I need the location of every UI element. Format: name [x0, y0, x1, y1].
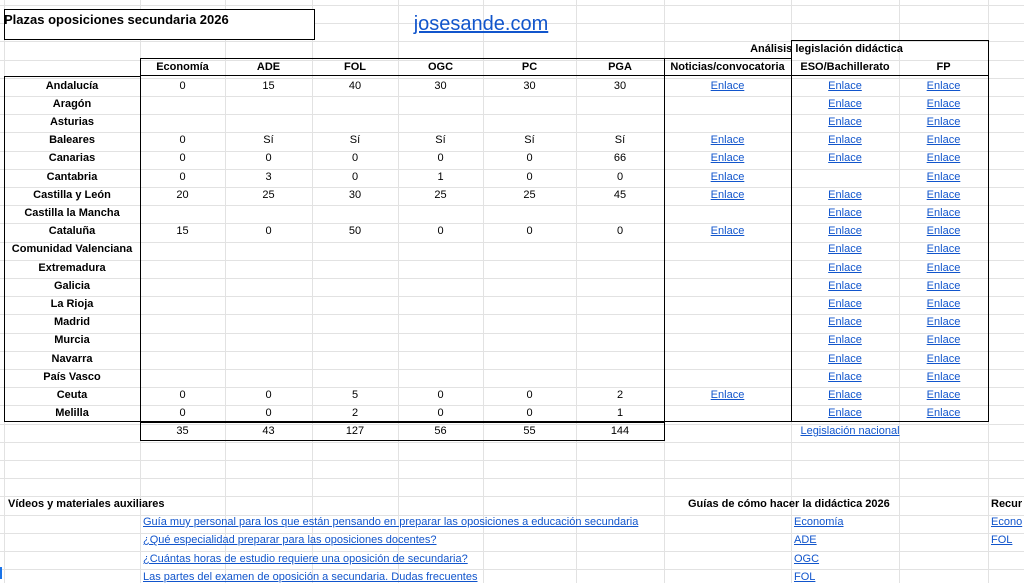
eso-bachillerato-link[interactable]: Enlace	[828, 316, 862, 328]
value-cell: 0	[351, 171, 359, 183]
value-cell: 25	[434, 189, 447, 201]
value-cell: 0	[437, 389, 444, 401]
region-cell: Castilla la Mancha	[24, 207, 120, 219]
fp-link[interactable]: Enlace	[926, 389, 961, 401]
column-header-pc: PC	[521, 61, 538, 73]
guia-link[interactable]: OGC	[794, 553, 820, 565]
value-cell: 2	[616, 389, 624, 401]
value-cell: 0	[526, 171, 533, 183]
region-cell: Andalucía	[45, 80, 99, 92]
value-cell: 0	[526, 407, 533, 419]
total-cell: 56	[434, 425, 447, 437]
value-cell: 0	[616, 171, 624, 183]
noticias-link[interactable]: Enlace	[710, 152, 745, 164]
eso-bachillerato-link[interactable]: Enlace	[828, 407, 862, 419]
noticias-link[interactable]: Enlace	[710, 80, 745, 92]
value-cell: 0	[179, 407, 186, 419]
eso-bachillerato-link[interactable]: Enlace	[828, 134, 862, 146]
noticias-link[interactable]: Enlace	[710, 225, 745, 237]
noticias-link[interactable]: Enlace	[710, 134, 745, 146]
recurso-link[interactable]: FOL	[991, 534, 1013, 546]
fp-link[interactable]: Enlace	[926, 116, 961, 128]
region-cell: Cantabria	[46, 171, 98, 183]
total-cell: 127	[345, 425, 365, 437]
eso-bachillerato-link[interactable]: Enlace	[828, 353, 862, 365]
value-cell: 0	[437, 225, 444, 237]
eso-bachillerato-link[interactable]: Enlace	[828, 189, 862, 201]
guia-link[interactable]: FOL	[794, 571, 816, 583]
fp-link[interactable]: Enlace	[926, 262, 961, 274]
video-link[interactable]: ¿Qué especialidad preparar para las oposiciones docentes?	[143, 534, 437, 546]
value-cell: 45	[613, 189, 627, 201]
value-cell: 0	[265, 389, 272, 401]
fp-link[interactable]: Enlace	[926, 280, 961, 292]
value-cell: 0	[351, 152, 359, 164]
total-cell: 144	[610, 425, 630, 437]
region-cell: Comunidad Valenciana	[11, 243, 133, 255]
eso-bachillerato-link[interactable]: Enlace	[828, 262, 862, 274]
fp-link[interactable]: Enlace	[926, 80, 961, 92]
region-cell: Melilla	[55, 407, 89, 419]
total-cell: 35	[176, 425, 189, 437]
region-cell: Canarias	[48, 152, 96, 164]
column-header-eso-bachillerato: ESO/Bachillerato	[800, 61, 890, 73]
value-cell: 0	[179, 389, 186, 401]
value-cell: 3	[265, 171, 272, 183]
eso-bachillerato-link[interactable]: Enlace	[828, 280, 862, 292]
region-cell: Cataluña	[48, 225, 96, 237]
eso-bachillerato-link[interactable]: Enlace	[828, 225, 862, 237]
legislacion-nacional-link[interactable]: Legislación nacional	[800, 425, 900, 437]
fp-link[interactable]: Enlace	[926, 134, 961, 146]
value-cell: Sí	[614, 134, 626, 146]
value-cell: 0	[179, 152, 186, 164]
videos-header: Vídeos y materiales auxiliares	[8, 498, 165, 510]
eso-bachillerato-link[interactable]: Enlace	[828, 298, 862, 310]
value-cell: 0	[179, 134, 186, 146]
region-cell: Baleares	[49, 134, 95, 146]
value-cell: 0	[526, 225, 533, 237]
fp-link[interactable]: Enlace	[926, 207, 961, 219]
eso-bachillerato-link[interactable]: Enlace	[828, 116, 862, 128]
column-header-economia: Economía	[156, 61, 209, 73]
fp-link[interactable]: Enlace	[926, 334, 961, 346]
column-header-fp: FP	[936, 61, 951, 73]
value-cell: 1	[616, 407, 624, 419]
region-cell: Madrid	[53, 316, 91, 328]
value-cell: 0	[179, 171, 186, 183]
eso-bachillerato-link[interactable]: Enlace	[828, 98, 862, 110]
value-cell: 30	[434, 80, 447, 92]
region-cell: Castilla y León	[33, 189, 111, 201]
fp-link[interactable]: Enlace	[926, 152, 961, 164]
region-cell: Aragón	[52, 98, 92, 110]
value-cell: 1	[437, 171, 444, 183]
region-cell: Navarra	[51, 353, 93, 365]
eso-bachillerato-link[interactable]: Enlace	[828, 207, 862, 219]
fp-link[interactable]: Enlace	[926, 171, 961, 183]
region-cell: Asturias	[49, 116, 95, 128]
value-cell: Sí	[263, 134, 274, 146]
guias-header: Guías de cómo hacer la didáctica 2026	[688, 498, 890, 510]
column-header-fol: FOL	[344, 61, 366, 73]
column-header-noticias: Noticias/convocatoria	[670, 61, 785, 73]
value-cell: 30	[348, 189, 362, 201]
region-cell: Murcia	[54, 334, 90, 346]
value-cell: 0	[437, 152, 444, 164]
value-cell: 5	[351, 389, 359, 401]
value-cell: 15	[176, 225, 189, 237]
column-header-pga: PGA	[608, 61, 632, 73]
value-cell: Sí	[524, 134, 535, 146]
value-cell: 25	[262, 189, 275, 201]
column-header-ogc: OGC	[427, 61, 454, 73]
site-link[interactable]: josesande.com	[413, 13, 549, 35]
total-cell: 43	[262, 425, 275, 437]
value-cell: 0	[526, 389, 533, 401]
eso-bachillerato-link[interactable]: Enlace	[828, 243, 862, 255]
region-cell: Ceuta	[56, 389, 88, 401]
fp-link[interactable]: Enlace	[926, 98, 961, 110]
recurso-link[interactable]: Econo	[991, 516, 1023, 528]
eso-bachillerato-link[interactable]: Enlace	[828, 152, 862, 164]
recursos-header: Recur	[991, 498, 1023, 510]
value-cell: 25	[523, 189, 536, 201]
eso-bachillerato-link[interactable]: Enlace	[828, 389, 862, 401]
value-cell: 0	[179, 80, 186, 92]
region-cell: País Vasco	[43, 371, 101, 383]
guia-link[interactable]: Economía	[794, 516, 844, 528]
value-cell: 30	[523, 80, 536, 92]
region-cell: Extremadura	[38, 262, 106, 274]
value-cell: Sí	[349, 134, 361, 146]
fp-link[interactable]: Enlace	[926, 407, 961, 419]
value-cell: 0	[265, 407, 272, 419]
fp-link[interactable]: Enlace	[926, 298, 961, 310]
value-cell: 40	[348, 80, 362, 92]
value-cell: 0	[265, 225, 272, 237]
fp-link[interactable]: Enlace	[926, 225, 961, 237]
value-cell: 2	[351, 407, 359, 419]
group-header: Análisis legislación didáctica	[750, 43, 903, 55]
fp-link[interactable]: Enlace	[926, 371, 961, 383]
value-cell: 0	[437, 407, 444, 419]
eso-bachillerato-link[interactable]: Enlace	[828, 334, 862, 346]
value-cell: Sí	[435, 134, 446, 146]
sheet-title: Plazas oposiciones secundaria 2026	[4, 12, 229, 27]
column-header-ade: ADE	[256, 61, 281, 73]
value-cell: 0	[616, 225, 624, 237]
video-link[interactable]: Las partes del examen de oposición a secundaria. Dudas frecuentes	[143, 571, 478, 583]
fp-link[interactable]: Enlace	[926, 316, 961, 328]
video-link[interactable]: Guía muy personal para los que están pensando en preparar las oposiciones a educación secundaria	[143, 516, 639, 528]
cell-selection-marker	[0, 567, 2, 579]
value-cell: 20	[176, 189, 189, 201]
value-cell: 15	[262, 80, 275, 92]
region-cell: La Rioja	[50, 298, 94, 310]
region-cell: Galicia	[53, 280, 91, 292]
eso-bachillerato-link[interactable]: Enlace	[828, 80, 862, 92]
total-cell: 55	[523, 425, 536, 437]
value-cell: 30	[613, 80, 627, 92]
value-cell: 50	[348, 225, 362, 237]
value-cell: 0	[265, 152, 272, 164]
fp-link[interactable]: Enlace	[926, 243, 961, 255]
fp-link[interactable]: Enlace	[926, 189, 961, 201]
noticias-link[interactable]: Enlace	[710, 171, 745, 183]
video-link[interactable]: ¿Cuántas horas de estudio requiere una oposición de secundaria?	[143, 553, 468, 565]
fp-link[interactable]: Enlace	[926, 353, 961, 365]
noticias-link[interactable]: Enlace	[710, 389, 745, 401]
eso-bachillerato-link[interactable]: Enlace	[828, 371, 862, 383]
guia-link[interactable]: ADE	[794, 534, 817, 546]
noticias-link[interactable]: Enlace	[710, 189, 745, 201]
value-cell: 0	[526, 152, 533, 164]
value-cell: 66	[613, 152, 627, 164]
